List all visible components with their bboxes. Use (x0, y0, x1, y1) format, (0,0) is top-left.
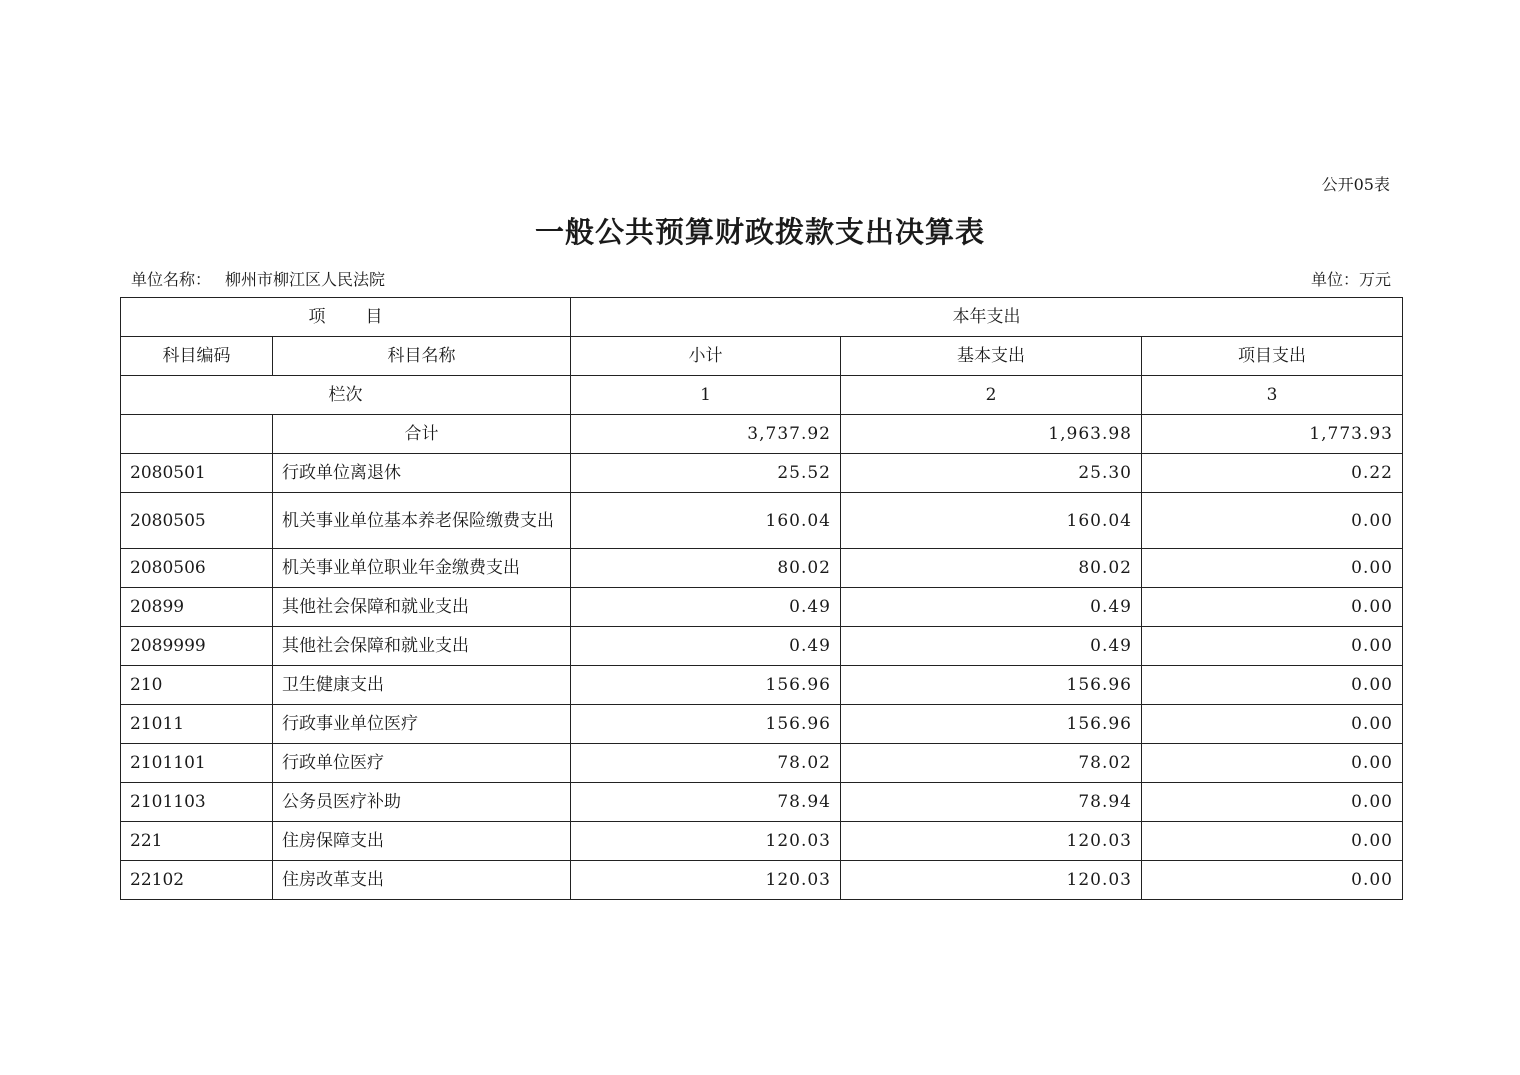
table-row (121, 861, 1403, 900)
total-basic: 1,963.98 (841, 415, 1142, 454)
row-name: 其他社会保障和就业支出 (273, 627, 571, 666)
row-basic: 160.04 (841, 493, 1142, 549)
header-row-2 (121, 337, 1403, 376)
row-subtotal: 156.96 (571, 705, 841, 744)
page-title: 一般公共预算财政拨款支出决算表 (534, 215, 985, 249)
table-row (121, 549, 1403, 588)
header-item-part2: 目 (365, 307, 383, 327)
row-code: 20899 (121, 588, 273, 627)
row-project: 0.00 (1142, 744, 1403, 783)
row-project: 0.00 (1142, 783, 1403, 822)
row-code: 2080506 (121, 549, 273, 588)
total-subtotal: 3,737.92 (571, 415, 841, 454)
unit-info-row (131, 267, 1391, 290)
row-code: 210 (121, 666, 273, 705)
header-name: 科目名称 (273, 337, 571, 376)
row-subtotal: 0.49 (571, 627, 841, 666)
column-index-3: 3 (1142, 376, 1403, 415)
row-subtotal: 160.04 (571, 493, 841, 549)
row-basic: 80.02 (841, 549, 1142, 588)
row-basic: 0.49 (841, 588, 1142, 627)
expenditure-table (120, 297, 1403, 900)
row-code: 2101103 (121, 783, 273, 822)
row-code: 2101101 (121, 744, 273, 783)
table-row (121, 783, 1403, 822)
row-name: 行政事业单位医疗 (273, 705, 571, 744)
form-code: 公开05表 (1321, 175, 1390, 194)
row-basic: 156.96 (841, 666, 1142, 705)
total-row (121, 415, 1403, 454)
org-label: 单位名称： (131, 270, 212, 289)
row-name: 行政单位离退休 (273, 454, 571, 493)
total-project: 1,773.93 (1142, 415, 1403, 454)
row-project: 0.00 (1142, 666, 1403, 705)
table-row (121, 705, 1403, 744)
row-project: 0.00 (1142, 861, 1403, 900)
header-item (121, 298, 571, 337)
row-project: 0.00 (1142, 705, 1403, 744)
table-row (121, 822, 1403, 861)
row-code: 221 (121, 822, 273, 861)
row-subtotal: 120.03 (571, 822, 841, 861)
header-current-year: 本年支出 (571, 298, 1403, 337)
row-project: 0.00 (1142, 549, 1403, 588)
header-row-index (121, 376, 1403, 415)
row-subtotal: 0.49 (571, 588, 841, 627)
row-subtotal: 78.02 (571, 744, 841, 783)
row-project: 0.00 (1142, 627, 1403, 666)
row-name: 其他社会保障和就业支出 (273, 588, 571, 627)
column-index-1: 1 (571, 376, 841, 415)
row-code: 22102 (121, 861, 273, 900)
row-subtotal: 80.02 (571, 549, 841, 588)
row-project: 0.00 (1142, 822, 1403, 861)
row-basic: 120.03 (841, 822, 1142, 861)
row-project: 0.00 (1142, 493, 1403, 549)
table-row (121, 588, 1403, 627)
row-basic: 0.49 (841, 627, 1142, 666)
row-basic: 120.03 (841, 861, 1142, 900)
money-unit: 单位：万元 (1310, 270, 1391, 289)
row-name: 住房改革支出 (273, 861, 571, 900)
row-project: 0.22 (1142, 454, 1403, 493)
row-name: 公务员医疗补助 (273, 783, 571, 822)
header-code: 科目编码 (121, 337, 273, 376)
table-row (121, 627, 1403, 666)
table-row (121, 666, 1403, 705)
table-row (121, 744, 1403, 783)
column-index-label: 栏次 (121, 376, 571, 415)
row-basic: 156.96 (841, 705, 1142, 744)
row-subtotal: 78.94 (571, 783, 841, 822)
row-subtotal: 156.96 (571, 666, 841, 705)
row-name: 机关事业单位基本养老保险缴费支出 (273, 493, 571, 549)
row-basic: 78.94 (841, 783, 1142, 822)
row-name: 机关事业单位职业年金缴费支出 (273, 549, 571, 588)
row-basic: 78.02 (841, 744, 1142, 783)
header-subtotal: 小计 (571, 337, 841, 376)
row-subtotal: 25.52 (571, 454, 841, 493)
header-row-1 (121, 298, 1403, 337)
header-item-part1: 项 (308, 307, 326, 327)
table-row (121, 454, 1403, 493)
total-label: 合计 (273, 415, 571, 454)
row-code: 21011 (121, 705, 273, 744)
row-code: 2080505 (121, 493, 273, 549)
row-code: 2089999 (121, 627, 273, 666)
row-project: 0.00 (1142, 588, 1403, 627)
column-index-2: 2 (841, 376, 1142, 415)
row-code: 2080501 (121, 454, 273, 493)
header-basic: 基本支出 (841, 337, 1142, 376)
total-code-cell (121, 415, 273, 454)
row-name: 卫生健康支出 (273, 666, 571, 705)
row-basic: 25.30 (841, 454, 1142, 493)
row-name: 行政单位医疗 (273, 744, 571, 783)
row-subtotal: 120.03 (571, 861, 841, 900)
org-name: 柳州市柳江区人民法院 (225, 270, 386, 289)
header-project: 项目支出 (1142, 337, 1403, 376)
row-name: 住房保障支出 (273, 822, 571, 861)
table-row (121, 493, 1403, 549)
